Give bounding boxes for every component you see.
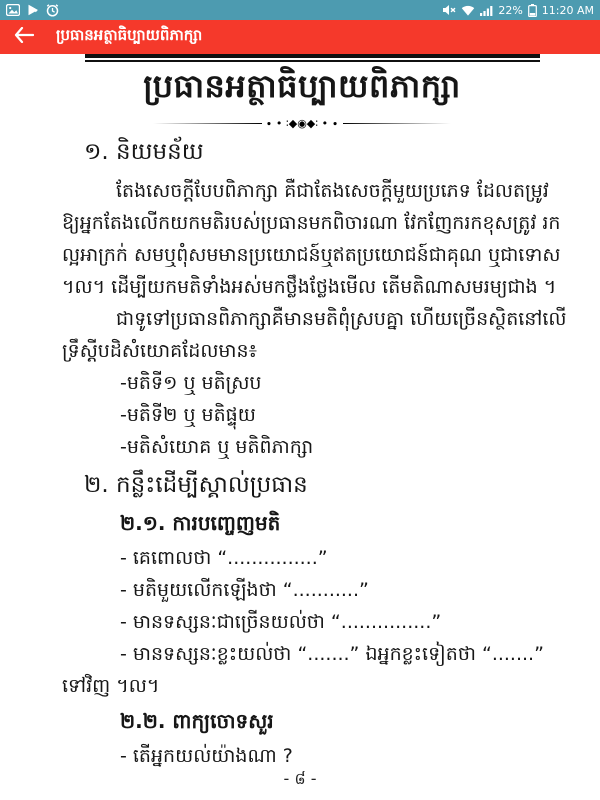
rule-thick [85, 54, 540, 58]
title-top-rule [85, 54, 540, 62]
alarm-icon [46, 4, 59, 17]
para1-line1: តែងសេចក្ដីបែបពិភាក្សា គឺជាតែងសេចក្ដីមួយប្រភេទ ដែលតម្រូវ [116, 180, 549, 202]
para2-line2: ទ្រឹស្ដីបដិសំយោគដែលមាន៖ [62, 340, 257, 362]
document-title: ប្រធានអត្ថាធិប្បាយពិភាក្សា [143, 67, 461, 105]
question-item: - តើអ្នកយល់យ៉ាងណា ? [120, 745, 293, 767]
ornament-line-right [343, 123, 451, 124]
expression-item: - មានទស្សនៈជាច្រើនយល់ថា “...............” [120, 611, 442, 633]
play-store-icon [27, 4, 39, 16]
app-bar-title: ប្រធានអត្ថាធិប្បាយពិភាក្សា [56, 26, 203, 44]
arrow-left-icon [14, 27, 34, 47]
opinion-list-item: -មតិសំយោគ ឬ មតិពិភាក្សា [120, 436, 314, 458]
expression-item: - គេពោលថា “...............” [120, 547, 328, 569]
status-time: 11:20 AM [541, 3, 594, 17]
document-page[interactable] [0, 54, 600, 800]
mute-icon [442, 4, 456, 16]
status-bar-left [6, 4, 59, 17]
battery-icon [528, 4, 537, 17]
wifi-icon [461, 5, 475, 16]
ornament-divider [153, 117, 451, 130]
rule-thin [85, 60, 540, 62]
section2-1-heading: ២.១. ការបញ្ចេញមតិ [120, 511, 281, 535]
status-bar [0, 0, 600, 20]
screenshot-icon [6, 4, 20, 16]
ornament-line-left [153, 123, 261, 124]
signal-icon [480, 5, 493, 16]
page-number: - ៨ - [283, 769, 317, 788]
para1-line2: ឱ្យអ្នកតែងលើកយកមតិរបស់ប្រធានមកពិចារណា វែកញែករកខុសត្រូវ រក [62, 212, 561, 234]
opinion-list-item: -មតិទី២ ឬ មតិផ្ទុយ [120, 404, 256, 426]
ornament-center: ∙ • ∶◆◉◆∶ • ∙ [265, 117, 339, 130]
para2-line1: ជាទូទៅប្រធានពិភាក្សាគឺមានមតិពុំស្របគ្នា ហើយច្រើនស្ថិតនៅលើ [116, 308, 567, 330]
section2-heading: ២. កន្លឹះដើម្បីស្គាល់ប្រធាន [84, 472, 308, 498]
section1-heading: ១. និយមន័យ [84, 139, 204, 165]
section2-2-heading: ២.២. ពាក្យចោទសួរ [120, 709, 274, 733]
expression-item-continuation: ទៅវិញ ។ល។ [62, 675, 160, 697]
app-bar [0, 20, 600, 54]
battery-percent: 22% [498, 3, 523, 17]
expression-item: - មានទស្សនៈខ្លះយល់ថា “.......” ឯអ្នកខ្លះទៀតថា “.......” [120, 643, 544, 665]
para1-line4: ។ល។ ដើម្បីយកមតិទាំងអស់មកថ្លឹងថ្លែងមើល តើមតិណាសមរម្យជាង ។ [62, 276, 557, 298]
back-button[interactable] [14, 24, 40, 50]
expression-item: - មតិមួយលើកឡើងថា “...........” [120, 579, 369, 601]
status-bar-right [442, 4, 594, 17]
opinion-list-item: -មតិទី១ ឬ មតិស្រប [120, 372, 262, 394]
para1-line3: ល្អអាក្រក់ សមឬពុំសមមានប្រយោជន៍ឬឥតប្រយោជន៍ជាគុណ ឬជាទោស [62, 244, 561, 266]
